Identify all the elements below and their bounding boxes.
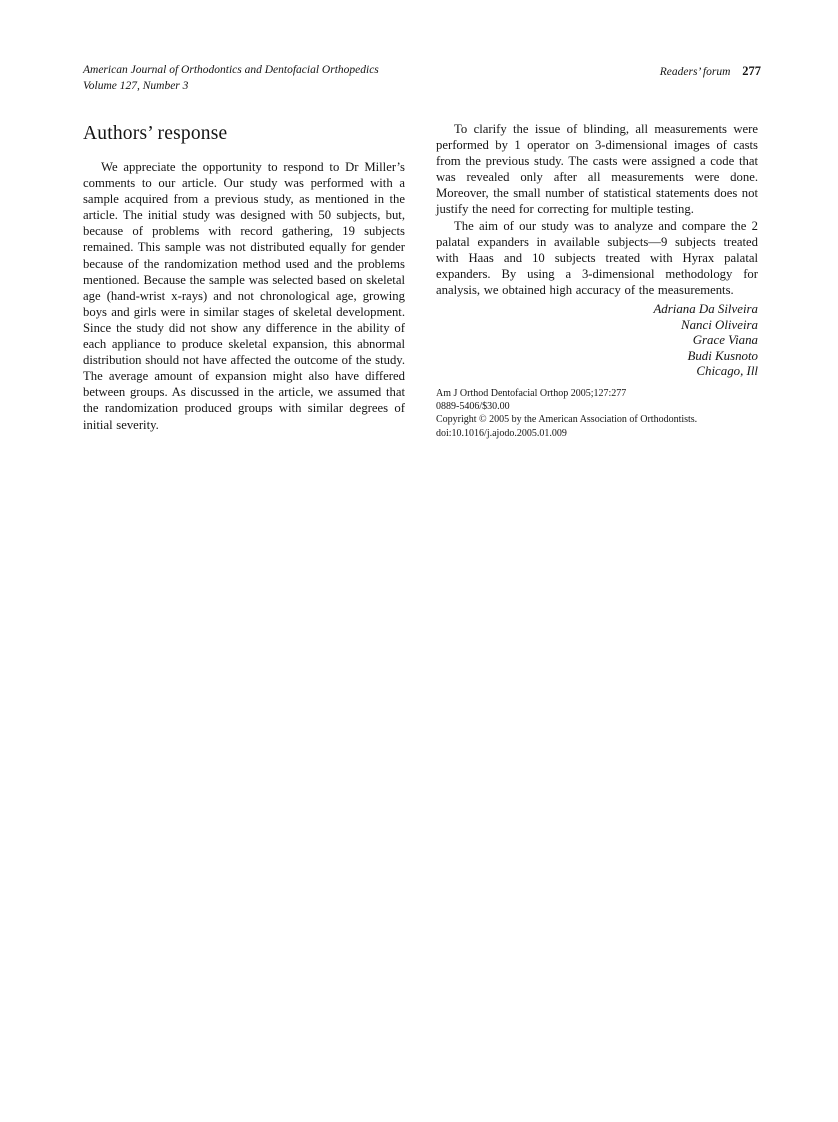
journal-info (83, 62, 379, 94)
page-number: 277 (742, 64, 761, 78)
author-name: Adriana Da Silveira (653, 302, 758, 317)
citation-doi: doi:10.1016/j.ajodo.2005.01.009 (436, 427, 567, 439)
citation-issn-price: 0889-5406/$30.00 (436, 401, 510, 413)
section-and-page (660, 62, 761, 80)
author-name: Budi Kusnoto (687, 348, 758, 363)
article-title: Authors’ response (83, 123, 228, 144)
citation-block (436, 387, 758, 440)
paragraph: The aim of our study was to analyze and compare the 2 palatal expanders in available subjects—9 subjects treated with Haas and 10 subjects treated with Hyrax palatal expanders. By using a 3-dimensional methodology for analysis, we obtained high accuracy of the measurements. (436, 218, 758, 297)
author-signatures (436, 302, 758, 380)
citation-reference: Am J Orthod Dentofacial Orthop 2005;127:277 (436, 388, 627, 399)
journal-title: American Journal of Orthodontics and Dentofacial Orthopedics (83, 64, 379, 76)
left-column (83, 121, 405, 440)
running-head (83, 62, 761, 94)
section-name: Readers’ forum (659, 66, 731, 78)
paragraph: We appreciate the opportunity to respond to Dr Miller’s comments to our article. Our study was performed with a sample acquired from a previous study, as mentioned in the article. The initial study was designed with 50 subjects, but, because of problems with record gathering, 19 subjects remained. This sample was not distributed equally for gender because of the randomization method used and the problems mentioned. Because the sample was selected based on skeletal age (hand-wrist x-rays) and not chronological age, growing boys and girls were in similar stages of skeletal development. Since the study did not show any difference in the ability of each appliance to produce skeletal expansion, this abnormal distribution should not have affected the outcome of the study. The average amount of expansion might also have differed between groups. As discussed in the article, we assumed that the randomization produced groups with similar degrees of initial severity. (83, 160, 405, 432)
author-name: Nanci Oliveira (681, 317, 758, 332)
author-name: Grace Viana (692, 333, 758, 348)
citation-copyright: Copyright © 2005 by the American Association of Orthodontists. (436, 414, 698, 426)
paragraph: To clarify the issue of blinding, all measurements were performed by 1 operator on 3-dimensional images of casts from the previous study. The casts were assigned a code that was revealed only after all measurements were done. Moreover, the small number of statistical statements does not justify the need for correcting for multiple testing. (436, 122, 758, 217)
article-body (83, 121, 759, 440)
journal-issue: Volume 127, Number 3 (83, 80, 189, 92)
author-location: Chicago, Ill (696, 364, 758, 379)
right-column (436, 121, 758, 440)
